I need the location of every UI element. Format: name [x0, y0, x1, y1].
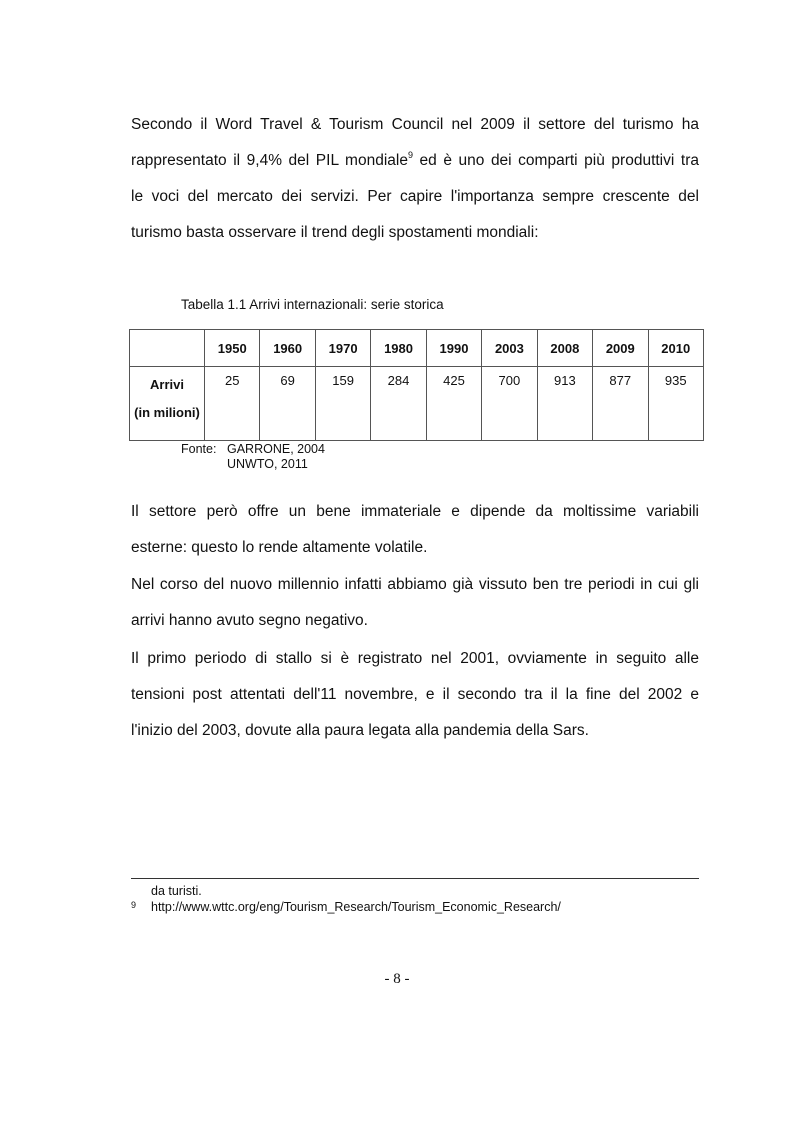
row-label — [130, 367, 205, 441]
paragraph-line: Secondo il Word Travel & Tourism Council nel 2009 il settore del turismo ha — [131, 116, 699, 133]
row-label-line: Arrivi — [150, 377, 184, 392]
paragraph-line: Nel corso del nuovo millennio infatti abbiamo già vissuto ben tre periodi in cui gli — [131, 576, 699, 593]
year-header: 2010 — [648, 330, 704, 367]
table-cell: 700 — [482, 367, 537, 441]
line-text: rappresentato il 9,4% del PIL mondiale — [131, 152, 408, 169]
year-header: 1970 — [315, 330, 370, 367]
footnote-mark: 9 — [131, 900, 137, 910]
footnote-9 — [131, 900, 561, 914]
table-cell: 69 — [260, 367, 315, 441]
table-source — [181, 442, 325, 472]
page-number: - 8 - — [384, 971, 410, 987]
paragraph-line — [131, 152, 699, 170]
table-corner-cell — [130, 330, 205, 367]
footnote-separator — [131, 878, 699, 879]
paragraph-line: turismo basta osservare il trend degli spostamenti mondiali: — [131, 224, 539, 241]
table-row — [130, 367, 704, 441]
table-caption: Tabella 1.1 Arrivi internazionali: serie storica — [181, 297, 444, 312]
year-header: 1990 — [426, 330, 481, 367]
footnote-reference[interactable]: 9 — [407, 150, 413, 160]
year-header: 1950 — [205, 330, 260, 367]
table-header-row — [130, 330, 704, 367]
paragraph-line: Il primo periodo di stallo si è registrato nel 2001, ovviamente in seguito alle — [131, 650, 699, 667]
table-cell: 913 — [537, 367, 592, 441]
year-header: 1960 — [260, 330, 315, 367]
source-label: Fonte: — [181, 442, 217, 456]
year-header: 2009 — [593, 330, 648, 367]
table-cell: 159 — [315, 367, 370, 441]
year-header: 2003 — [482, 330, 537, 367]
paragraph-line: Il settore però offre un bene immateriale e dipende da moltissime variabili — [131, 503, 699, 520]
row-label-line: (in milioni) — [134, 405, 200, 420]
paragraph-line: le voci del mercato dei servizi. Per capire l'importanza sempre crescente del — [131, 188, 699, 205]
source-entry: GARRONE, 2004 — [227, 442, 325, 456]
paragraph-line: arrivi hanno avuto segno negativo. — [131, 612, 368, 629]
table-cell: 877 — [593, 367, 648, 441]
table-cell: 425 — [426, 367, 481, 441]
arrivals-table — [129, 329, 704, 441]
table-cell: 935 — [648, 367, 704, 441]
table-cell: 25 — [205, 367, 260, 441]
footnote-continuation — [131, 884, 202, 898]
year-header: 1980 — [371, 330, 426, 367]
line-text-continued: ed è uno dei comparti più produttivi tra — [412, 152, 699, 169]
footnote-link[interactable]: http://www.wttc.org/eng/Tourism_Research/Tourism_Economic_Research/ — [151, 900, 561, 914]
table-cell: 284 — [371, 367, 426, 441]
year-header: 2008 — [537, 330, 592, 367]
paragraph-line: esterne: questo lo rende altamente volatile. — [131, 539, 428, 556]
footnote-continuation-text: da turisti. — [151, 884, 202, 898]
paragraph-line: tensioni post attentati dell'11 novembre, e il secondo tra il la fine del 2002 e — [131, 686, 699, 703]
paragraph-line: l'inizio del 2003, dovute alla paura legata alla pandemia della Sars. — [131, 722, 589, 739]
source-entry: UNWTO, 2011 — [227, 457, 308, 471]
